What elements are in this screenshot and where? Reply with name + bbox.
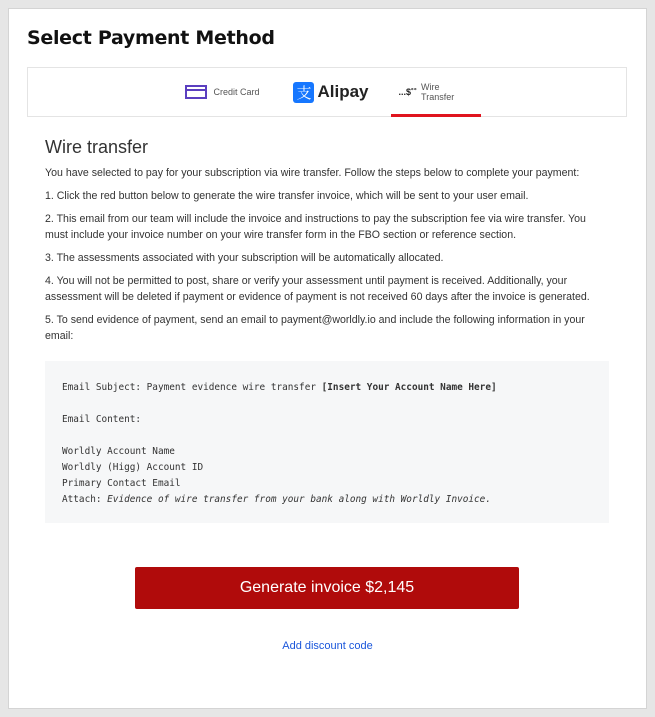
wire-transfer-instructions: [45, 137, 605, 351]
step-3: 3. The assessments associated with your subscription will be automatically allocated.: [45, 252, 444, 264]
tab-label: Credit Card: [213, 87, 260, 97]
email-template-block: [45, 361, 609, 523]
payment-method-tabs: [27, 67, 627, 117]
tab-credit-card[interactable]: [173, 68, 271, 116]
generate-invoice-button[interactable]: Generate invoice $2,145: [135, 567, 519, 609]
attach-label: Attach:: [62, 494, 108, 505]
step-5: 5. To send evidence of payment, send an email to payment@worldly.io and include the following information in your email:: [45, 314, 585, 342]
email-line: Primary Contact Email: [62, 478, 181, 489]
step-1: 1. Click the red button below to generate the wire transfer invoice, which will be sent to your user email.: [45, 190, 529, 202]
section-heading: Wire transfer: [45, 137, 149, 157]
step-4: 4. You will not be permitted to post, share or verify your assessment until payment is received. Additionally, your assessment will be deleted if payment or evidence of payment is not received 60 days after the invoice is generated.: [45, 275, 590, 303]
attach-text: Evidence of wire transfer from your bank along with Worldly Invoice.: [107, 494, 491, 505]
email-subject-placeholder: [Insert Your Account Name Here]: [321, 382, 497, 393]
email-line: Worldly (Higg) Account ID: [62, 462, 204, 473]
email-line: Worldly Account Name: [62, 446, 175, 457]
tab-alipay[interactable]: [281, 68, 380, 116]
email-subject-label: Email Subject: Payment evidence wire transfer: [62, 382, 322, 393]
wire-transfer-icon: ...$˚˚: [398, 87, 418, 97]
tab-wire-transfer[interactable]: [391, 68, 481, 116]
page-title: Select Payment Method: [27, 27, 275, 49]
add-discount-code-link[interactable]: Add discount code: [282, 640, 373, 652]
credit-card-icon: [185, 85, 207, 99]
intro-text: You have selected to pay for your subscription via wire transfer. Follow the steps below to complete your payment:: [45, 167, 580, 179]
alipay-logo-icon: 支: [293, 82, 314, 103]
payment-card: [8, 8, 647, 709]
tab-label: Wire Transfer: [421, 82, 455, 102]
step-2: 2. This email from our team will include the invoice and instructions to pay the subscription fee via wire transfer. You must include your invoice number on your wire transfer form in the FBO section or reference section.: [45, 213, 586, 241]
email-content-label: Email Content:: [62, 414, 142, 425]
tab-label: Alipay: [317, 82, 369, 101]
